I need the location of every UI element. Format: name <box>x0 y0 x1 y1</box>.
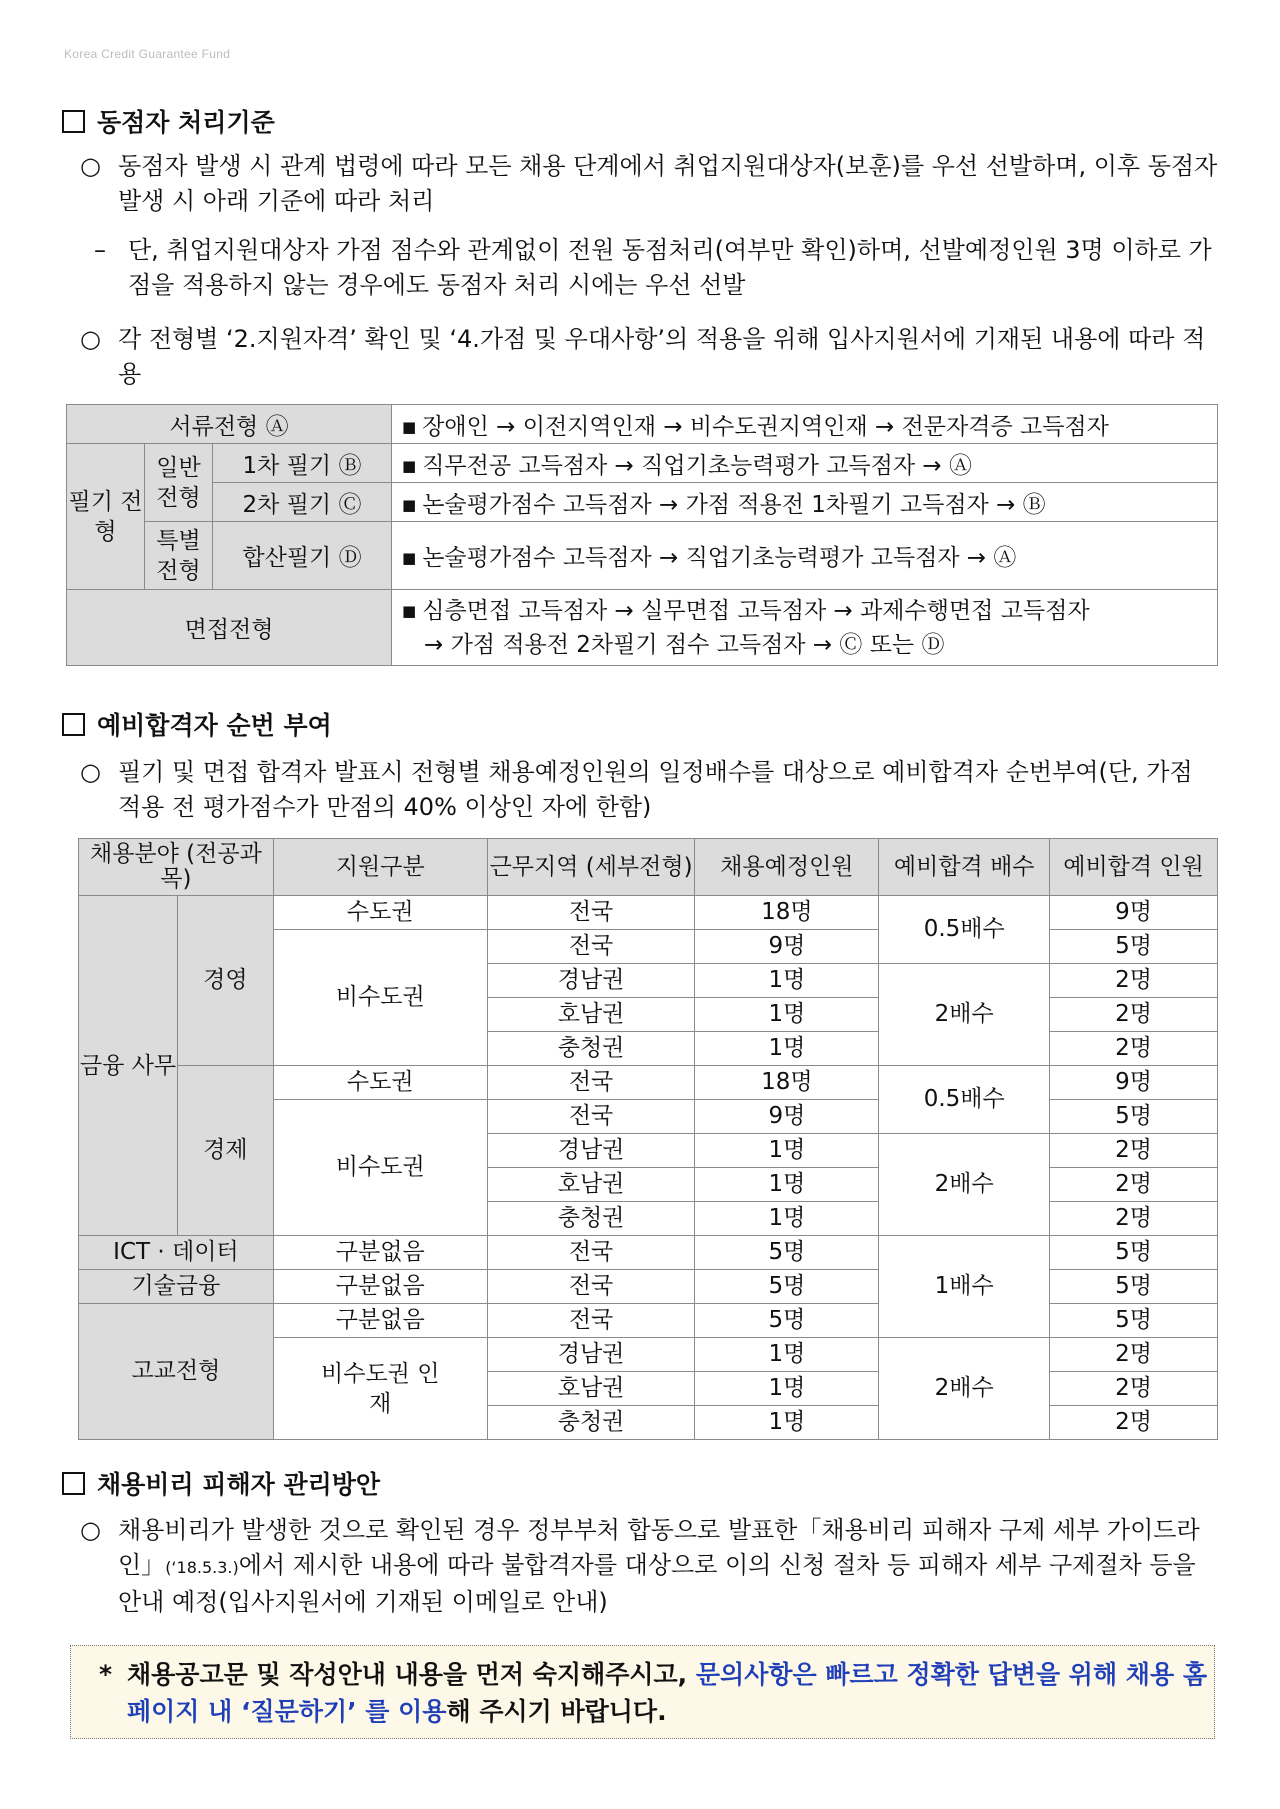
header-multiplier: 예비합격 배수 <box>879 839 1050 896</box>
table-row: 호남권 1명 2명 <box>79 1168 1218 1202</box>
table-row: 고교전형 구분없음 전국 5명 5명 <box>79 1304 1218 1338</box>
tech-finance-cell: 기술금융 <box>79 1270 274 1304</box>
table-row: 비수도권 전국 9명 5명 <box>79 930 1218 964</box>
checkbox-square-icon <box>62 1472 85 1495</box>
asterisk-icon: * <box>99 1660 113 1689</box>
header-region: 근무지역 (세부전형) <box>487 839 695 896</box>
table-row: 경남권 1명 2배수 2명 <box>79 964 1218 998</box>
circle-bullet-icon: ○ <box>80 325 101 353</box>
header-field: 채용분야 (전공과목) <box>79 839 274 896</box>
checkbox-square-icon <box>62 713 85 736</box>
tie-paragraph-2: – 단, 취업지원대상자 가점 점수와 관계없이 전원 동점처리(여부만 확인)하며, 선발예정인원 3명 이하로 가점을 적용하지 않는 경우에도 동점자 처리 시에는 우선 선발 <box>128 233 1218 303</box>
interview-rule: ■ 심층면접 고득점자 → 실무면접 고득점자 → 과제수행면접 고득점자 → 가점 적용전 2차필기 점수 고득점자 → Ⓒ 또는 Ⓓ <box>392 590 1218 666</box>
tie-paragraph-3: ○ 각 전형별 ‘2.지원자격’ 확인 및 ‘4.가점 및 우대사항’의 적용을 위해 입사지원서에 기재된 내용에 따라 적용 <box>118 322 1218 392</box>
written-1-rule: ■ 직무전공 고득점자 → 직업기초능력평가 고득점자 → Ⓐ <box>392 444 1218 483</box>
header-type: 지원구분 <box>273 839 487 896</box>
general-track-label: 일반 전형 <box>145 444 213 522</box>
ict-data-cell: ICT · 데이터 <box>79 1236 274 1270</box>
section-fraud-victim-title: 채용비리 피해자 관리방안 <box>62 1465 380 1501</box>
header-note: Korea Credit Guarantee Fund <box>64 47 231 61</box>
combined-written-label: 합산필기 Ⓓ <box>213 522 392 590</box>
checkbox-square-icon <box>62 110 85 133</box>
written-exam-label: 필기 전형 <box>67 444 145 590</box>
section-reserve-title: 예비합격자 순번 부여 <box>62 706 332 742</box>
written-2-label: 2차 필기 Ⓒ <box>213 483 392 522</box>
combined-written-rule: ■ 논술평가점수 고득점자 → 직업기초능력평가 고득점자 → Ⓐ <box>392 522 1218 590</box>
special-track-label: 특별 전형 <box>145 522 213 590</box>
tie-paragraph-1: ○ 동점자 발생 시 관계 법령에 따라 모든 채용 단계에서 취업지원대상자(보훈)를 우선 선발하며, 이후 동점자 발생 시 아래 기준에 따라 처리 <box>118 149 1218 219</box>
circle-bullet-icon: ○ <box>80 152 101 180</box>
economics-cell: 경제 <box>177 1066 273 1236</box>
table-row: 경남권 1명 2배수 2명 <box>79 1134 1218 1168</box>
header-planned: 채용예정인원 <box>695 839 879 896</box>
qna-guide-text: 문의사항은 빠르고 정확한 답변을 위해 채용 홈페이지 내 ‘질문하기’ 를 이용 <box>127 1660 1207 1726</box>
table-row: 충청권 1명 2명 <box>79 1406 1218 1440</box>
finance-admin-cell: 금융 사무 <box>79 896 178 1236</box>
doc-screening-label: 서류전형 Ⓐ <box>67 405 392 444</box>
written-1-label: 1차 필기 Ⓑ <box>213 444 392 483</box>
fraud-victim-paragraph: ○ 채용비리가 발생한 것으로 확인된 경우 정부부처 합동으로 발표한「채용비리 피해자 구제 세부 가이드라인」(‘18.5.3.)에서 제시한 내용에 따라 불합격자를 대상으로 이의 신청 절차 등 피해자 세부 구제절차 등을 안내 예정(입사지원서에 기재된 이메일로 안내) <box>118 1513 1218 1620</box>
tie-rule-table <box>66 404 1218 666</box>
table-row: 기술금융 구분없음 전국 5명 5명 <box>79 1270 1218 1304</box>
interview-label: 면접전형 <box>67 590 392 666</box>
written-2-rule: ■ 논술평가점수 고득점자 → 가점 적용전 1차필기 고득점자 → Ⓑ <box>392 483 1218 522</box>
table-row: 비수도권 전국 9명 5명 <box>79 1100 1218 1134</box>
table-row: 비수도권 인재 경남권 1명 2배수 2명 <box>79 1338 1218 1372</box>
table-row: 충청권 1명 2명 <box>79 1032 1218 1066</box>
highschool-cell: 고교전형 <box>79 1304 274 1440</box>
doc-screening-rule: ■ 장애인 → 이전지역인재 → 비수도권지역인재 → 전문자격증 고득점자 <box>392 405 1218 444</box>
circle-bullet-icon: ○ <box>80 1516 101 1544</box>
table-row: ICT · 데이터 구분없음 전국 5명 1배수 5명 <box>79 1236 1218 1270</box>
table-row: 경제 수도권 전국 18명 0.5배수 9명 <box>79 1066 1218 1100</box>
reserve-paragraph: ○ 필기 및 면접 합격자 발표시 전형별 채용예정인원의 일정배수를 대상으로 예비합격자 순번부여(단, 가점 적용 전 평가점수가 만점의 40% 이상인 자에 한함) <box>118 755 1218 825</box>
table-row: 호남권 1명 2명 <box>79 998 1218 1032</box>
table-row: 금융 사무 경영 수도권 전국 18명 0.5배수 9명 <box>79 896 1218 930</box>
table-row: 충청권 1명 2명 <box>79 1202 1218 1236</box>
section-tie-handling-title: 동점자 처리기준 <box>62 103 275 139</box>
table-row: 호남권 1명 2명 <box>79 1372 1218 1406</box>
circle-bullet-icon: ○ <box>80 758 101 786</box>
notice-box: * 채용공고문 및 작성안내 내용을 먼저 숙지해주시고, 문의사항은 빠르고 정확한 답변을 위해 채용 홈페이지 내 ‘질문하기’ 를 이용해 주시기 바랍니다. <box>70 1645 1215 1739</box>
business-cell: 경영 <box>177 896 273 1066</box>
header-reserve: 예비합격 인원 <box>1050 839 1218 896</box>
dash-bullet-icon: – <box>94 236 106 264</box>
reserve-table <box>78 838 1218 1440</box>
